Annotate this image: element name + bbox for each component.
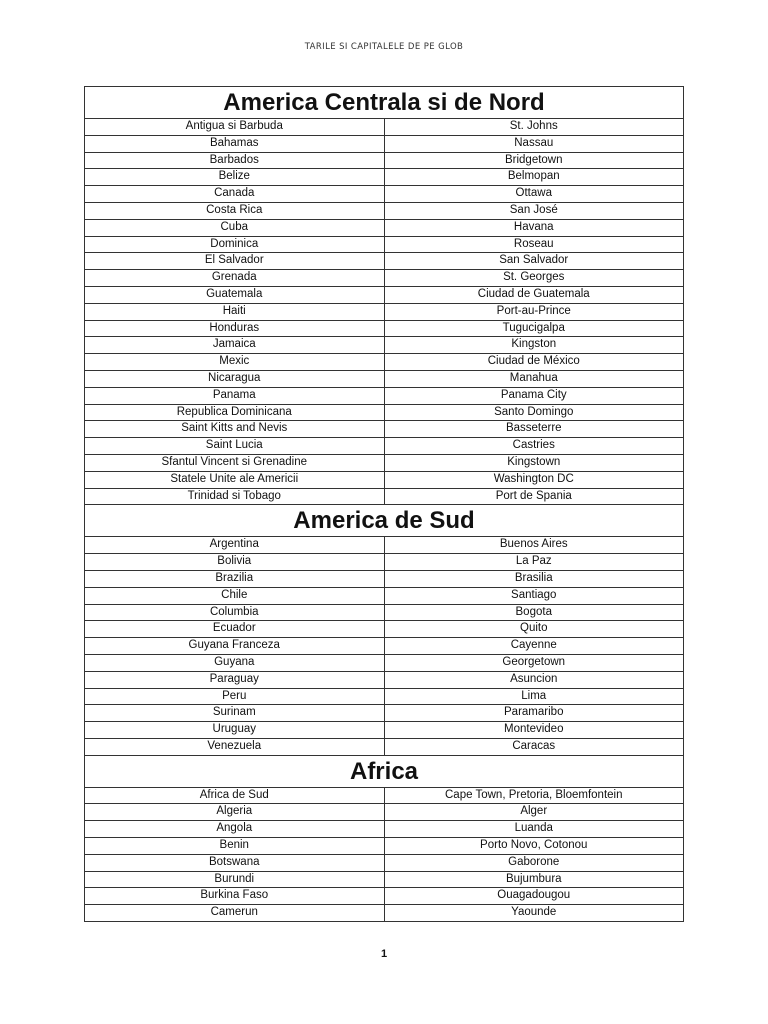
country-cell: Guatemala [85, 286, 385, 303]
table-row [85, 387, 684, 404]
capital-cell: Port-au-Prince [384, 303, 684, 320]
table-row [85, 671, 684, 688]
capital-cell: Havana [384, 219, 684, 236]
table-row [85, 888, 684, 905]
table-row [85, 638, 684, 655]
capital-cell: Cayenne [384, 638, 684, 655]
country-capital-table-wrapper [84, 86, 684, 922]
capital-cell: Ottawa [384, 186, 684, 203]
table-row [85, 804, 684, 821]
country-cell: Grenada [85, 270, 385, 287]
table-row [85, 404, 684, 421]
table-row [85, 202, 684, 219]
country-cell: Sfantul Vincent si Grenadine [85, 454, 385, 471]
table-row [85, 905, 684, 922]
capital-cell: Asuncion [384, 671, 684, 688]
country-cell: Angola [85, 821, 385, 838]
country-cell: Algeria [85, 804, 385, 821]
page-number: 1 [380, 948, 388, 960]
capital-cell: Washington DC [384, 471, 684, 488]
table-row [85, 303, 684, 320]
table-row [85, 587, 684, 604]
capital-cell: La Paz [384, 554, 684, 571]
capital-cell: St. Georges [384, 270, 684, 287]
country-cell: Guyana [85, 654, 385, 671]
capital-cell: Belmopan [384, 169, 684, 186]
capital-cell: Santo Domingo [384, 404, 684, 421]
table-row [85, 570, 684, 587]
capital-cell: Brasilia [384, 570, 684, 587]
capital-cell: Tugucigalpa [384, 320, 684, 337]
table-row [85, 219, 684, 236]
capital-cell: Panama City [384, 387, 684, 404]
capital-cell: Luanda [384, 821, 684, 838]
capital-cell: Porto Novo, Cotonou [384, 838, 684, 855]
table-row [85, 152, 684, 169]
country-cell: Saint Lucia [85, 438, 385, 455]
capital-cell: Kingston [384, 337, 684, 354]
table-row [85, 119, 684, 136]
country-cell: Benin [85, 838, 385, 855]
country-cell: Republica Dominicana [85, 404, 385, 421]
table-row [85, 838, 684, 855]
capital-cell: Basseterre [384, 421, 684, 438]
table-row [85, 705, 684, 722]
region-header-row [85, 87, 684, 119]
country-cell: Dominica [85, 236, 385, 253]
table-row [85, 854, 684, 871]
table-row [85, 169, 684, 186]
country-cell: Panama [85, 387, 385, 404]
country-cell: Venezuela [85, 738, 385, 755]
capital-cell: Caracas [384, 738, 684, 755]
region-title: Africa [85, 755, 684, 787]
country-cell: Barbados [85, 152, 385, 169]
country-cell: Brazilia [85, 570, 385, 587]
country-cell: Argentina [85, 537, 385, 554]
table-row [85, 253, 684, 270]
country-cell: Camerun [85, 905, 385, 922]
capital-cell: Manahua [384, 370, 684, 387]
table-row [85, 554, 684, 571]
country-cell: Trinidad si Tobago [85, 488, 385, 505]
table-row [85, 286, 684, 303]
table-row [85, 186, 684, 203]
capital-cell: Lima [384, 688, 684, 705]
country-cell: Ecuador [85, 621, 385, 638]
table-row [85, 236, 684, 253]
table-row [85, 354, 684, 371]
region-header-row [85, 755, 684, 787]
table-row [85, 454, 684, 471]
country-cell: Columbia [85, 604, 385, 621]
country-cell: Peru [85, 688, 385, 705]
capital-cell: Castries [384, 438, 684, 455]
country-cell: Mexic [85, 354, 385, 371]
table-row [85, 370, 684, 387]
country-cell: Haiti [85, 303, 385, 320]
capital-cell: Paramaribo [384, 705, 684, 722]
capital-cell: Georgetown [384, 654, 684, 671]
country-cell: Antigua si Barbuda [85, 119, 385, 136]
country-cell: Surinam [85, 705, 385, 722]
capital-cell: Santiago [384, 587, 684, 604]
table-row [85, 722, 684, 739]
country-capital-table [84, 86, 684, 922]
capital-cell: Bogota [384, 604, 684, 621]
capital-cell: Ciudad de México [384, 354, 684, 371]
country-cell: Burundi [85, 871, 385, 888]
capital-cell: Yaounde [384, 905, 684, 922]
table-row [85, 871, 684, 888]
country-cell: Costa Rica [85, 202, 385, 219]
capital-cell: Montevideo [384, 722, 684, 739]
capital-cell: Bridgetown [384, 152, 684, 169]
country-cell: Belize [85, 169, 385, 186]
table-row [85, 320, 684, 337]
country-cell: Chile [85, 587, 385, 604]
capital-cell: San Salvador [384, 253, 684, 270]
region-header-row [85, 505, 684, 537]
table-row [85, 471, 684, 488]
country-cell: El Salvador [85, 253, 385, 270]
capital-cell: Ciudad de Guatemala [384, 286, 684, 303]
capital-cell: Gaborone [384, 854, 684, 871]
table-row [85, 488, 684, 505]
country-cell: Statele Unite ale Americii [85, 471, 385, 488]
table-body [85, 87, 684, 922]
table-row [85, 654, 684, 671]
country-cell: Honduras [85, 320, 385, 337]
table-row [85, 821, 684, 838]
country-cell: Guyana Franceza [85, 638, 385, 655]
table-row [85, 421, 684, 438]
capital-cell: St. Johns [384, 119, 684, 136]
capital-cell: Buenos Aires [384, 537, 684, 554]
region-title: America de Sud [85, 505, 684, 537]
capital-cell: Roseau [384, 236, 684, 253]
country-cell: Cuba [85, 219, 385, 236]
capital-cell: Nassau [384, 135, 684, 152]
capital-cell: Port de Spania [384, 488, 684, 505]
table-row [85, 604, 684, 621]
country-cell: Africa de Sud [85, 787, 385, 804]
capital-cell: San José [384, 202, 684, 219]
country-cell: Burkina Faso [85, 888, 385, 905]
table-row [85, 438, 684, 455]
capital-cell: Cape Town, Pretoria, Bloemfontein [384, 787, 684, 804]
capital-cell: Bujumbura [384, 871, 684, 888]
running-header: TARILE SI CAPITALELE DE PE GLOB [304, 42, 464, 52]
table-row [85, 621, 684, 638]
table-row [85, 537, 684, 554]
country-cell: Uruguay [85, 722, 385, 739]
country-cell: Bolivia [85, 554, 385, 571]
country-cell: Botswana [85, 854, 385, 871]
capital-cell: Quito [384, 621, 684, 638]
capital-cell: Alger [384, 804, 684, 821]
country-cell: Bahamas [85, 135, 385, 152]
table-row [85, 688, 684, 705]
country-cell: Nicaragua [85, 370, 385, 387]
table-row [85, 787, 684, 804]
region-title: America Centrala si de Nord [85, 87, 684, 119]
country-cell: Jamaica [85, 337, 385, 354]
table-row [85, 270, 684, 287]
capital-cell: Ouagadougou [384, 888, 684, 905]
table-row [85, 337, 684, 354]
country-cell: Canada [85, 186, 385, 203]
table-row [85, 738, 684, 755]
country-cell: Paraguay [85, 671, 385, 688]
country-cell: Saint Kitts and Nevis [85, 421, 385, 438]
table-row [85, 135, 684, 152]
capital-cell: Kingstown [384, 454, 684, 471]
